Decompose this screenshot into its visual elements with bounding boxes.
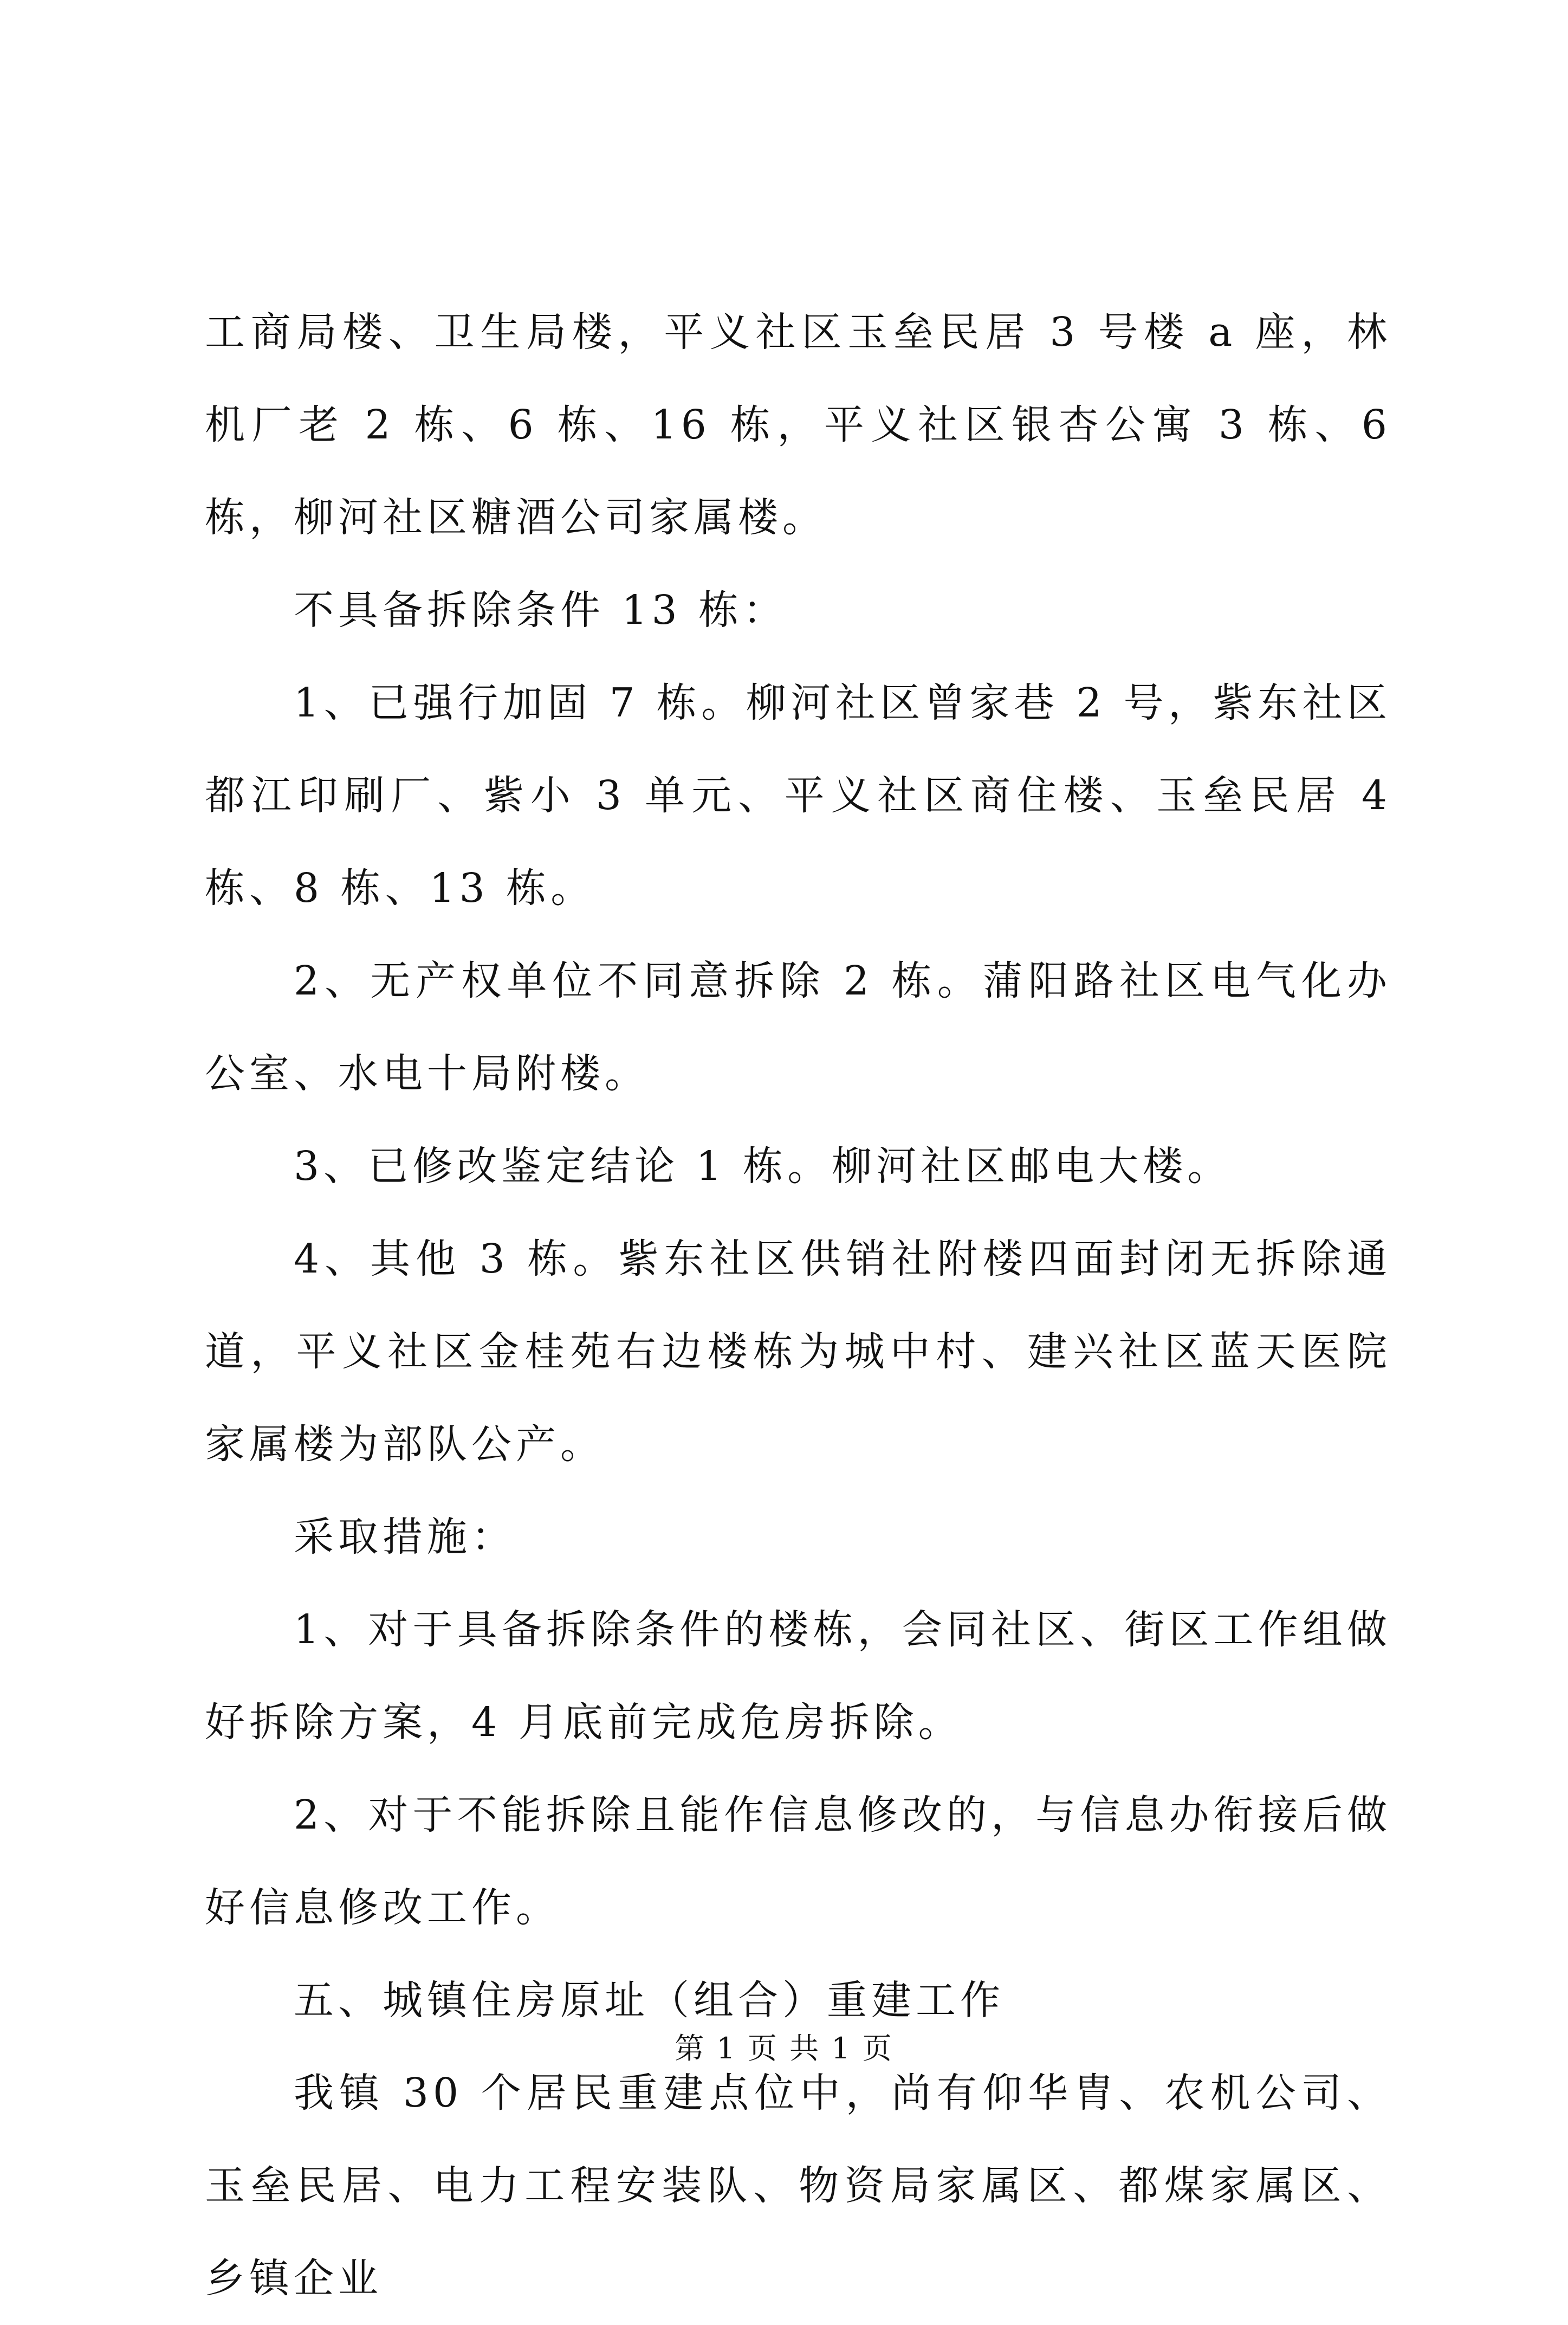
- page-number-label: 第 1 页 共 1 页: [675, 2031, 893, 2065]
- document-body: [205, 286, 1391, 2325]
- paragraph: 我镇 30 个居民重建点位中，尚有仰华胄、农机公司、玉垒民居、电力工程安装队、物资局家属区、都煤家属区、乡镇企业: [205, 2070, 1391, 2302]
- paragraph: 1、对于具备拆除条件的楼栋，会同社区、街区工作组做好拆除方案，4 月底前完成危房拆除。: [205, 1606, 1391, 1746]
- section-heading: 五、城镇住房原址（组合）重建工作: [294, 1977, 1005, 2024]
- paragraph: 3、已修改鉴定结论 1 栋。柳河社区邮电大楼。: [294, 1143, 1232, 1190]
- paragraph: 工商局楼、卫生局楼，平义社区玉垒民居 3 号楼 a 座，林机厂老 2 栋、6 栋、16 栋，平义社区银杏公寓 3 栋、6 栋，柳河社区糖酒公司家属楼。: [205, 309, 1391, 541]
- paragraph: 2、对于不能拆除且能作信息修改的，与信息办衔接后做好信息修改工作。: [205, 1792, 1391, 1931]
- paragraph: 采取措施：: [294, 1514, 516, 1560]
- paragraph: 1、已强行加固 7 栋。柳河社区曾家巷 2 号，紫东社区都江印刷厂、紫小 3 单元、平义社区商住楼、玉垒民居 4 栋、8 栋、13 栋。: [205, 680, 1391, 912]
- page-footer: [0, 2030, 1568, 2068]
- paragraph: 不具备拆除条件 13 栋：: [294, 587, 788, 634]
- paragraph: 4、其他 3 栋。紫东社区供销社附楼四面封闭无拆除通道，平义社区金桂苑右边楼栋为城中村、建兴社区蓝天医院家属楼为部队公产。: [205, 1236, 1391, 1468]
- paragraph: 2、无产权单位不同意拆除 2 栋。蒲阳路社区电气化办公室、水电十局附楼。: [205, 958, 1391, 1097]
